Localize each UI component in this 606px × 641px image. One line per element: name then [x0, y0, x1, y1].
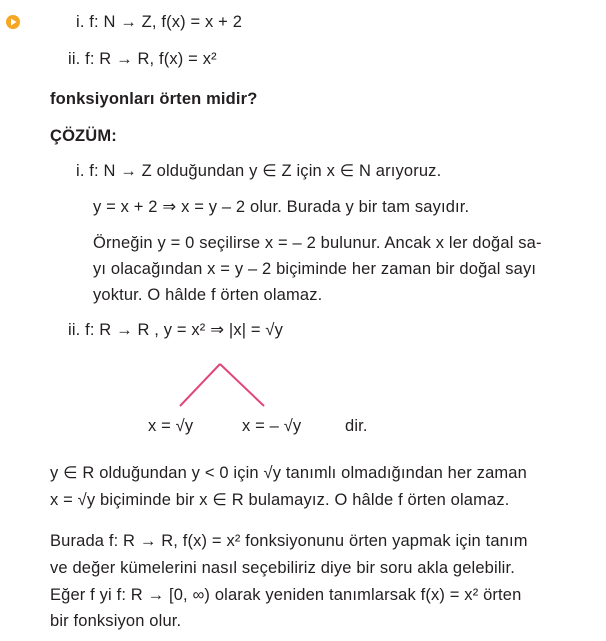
solution-part2-para-line2: x = √y biçiminde bir x ∈ R bulamayız. O hâlde f örten olamaz.: [50, 491, 510, 509]
solution-part1-line4: yı olacağından x = y – 2 biçiminde her zaman bir doğal sayı: [93, 260, 537, 278]
branch-left-expression: x = √y: [148, 417, 194, 435]
conclusion-line4: bir fonksiyon olur.: [50, 612, 182, 630]
solution-part1-line3: Örneğin y = 0 seçilirse x = – 2 bulunur. Ancak x ler doğal sa-: [93, 234, 542, 252]
branch-line-right: [220, 364, 264, 406]
solution-part1-line1: i. f: N → Z olduğundan y ∈ Z için x ∈ N arıyoruz.: [76, 162, 442, 180]
solution-part2-line1: ii. f: R → R , y = x² ⇒ |x| = √y: [68, 321, 284, 339]
question-item-1: i. f: N → Z, f(x) = x + 2: [76, 13, 243, 31]
conclusion-line2: ve değer kümelerini nasıl seçebiliriz diye bir soru akla gelebilir.: [50, 559, 515, 577]
question-prompt: fonksiyonları örten midir?: [50, 90, 258, 108]
conclusion-line1: Burada f: R → R, f(x) = x² fonksiyonunu örten yapmak için tanım: [50, 532, 528, 550]
section-marker-icon: [6, 15, 20, 29]
solution-part1-line5: yoktur. O hâlde f örten olamaz.: [93, 286, 323, 304]
solution-part1-line2: y = x + 2 ⇒ x = y – 2 olur. Burada y bir tam sayıdır.: [93, 198, 470, 216]
conclusion-line3: Eğer f yi f: R → [0, ∞) olarak yeniden tanımlarsak f(x) = x² örten: [50, 586, 522, 604]
solution-heading: ÇÖZÜM:: [50, 127, 117, 145]
branch-suffix: dir.: [345, 417, 368, 435]
question-item-2: ii. f: R → R, f(x) = x²: [68, 50, 217, 68]
branch-lines-diagram: [178, 362, 268, 408]
solution-part2-para-line1: y ∈ R olduğundan y < 0 için √y tanımlı olmadığından her zaman: [50, 464, 527, 482]
branch-line-left: [180, 364, 220, 406]
branch-right-expression: x = – √y: [242, 417, 302, 435]
